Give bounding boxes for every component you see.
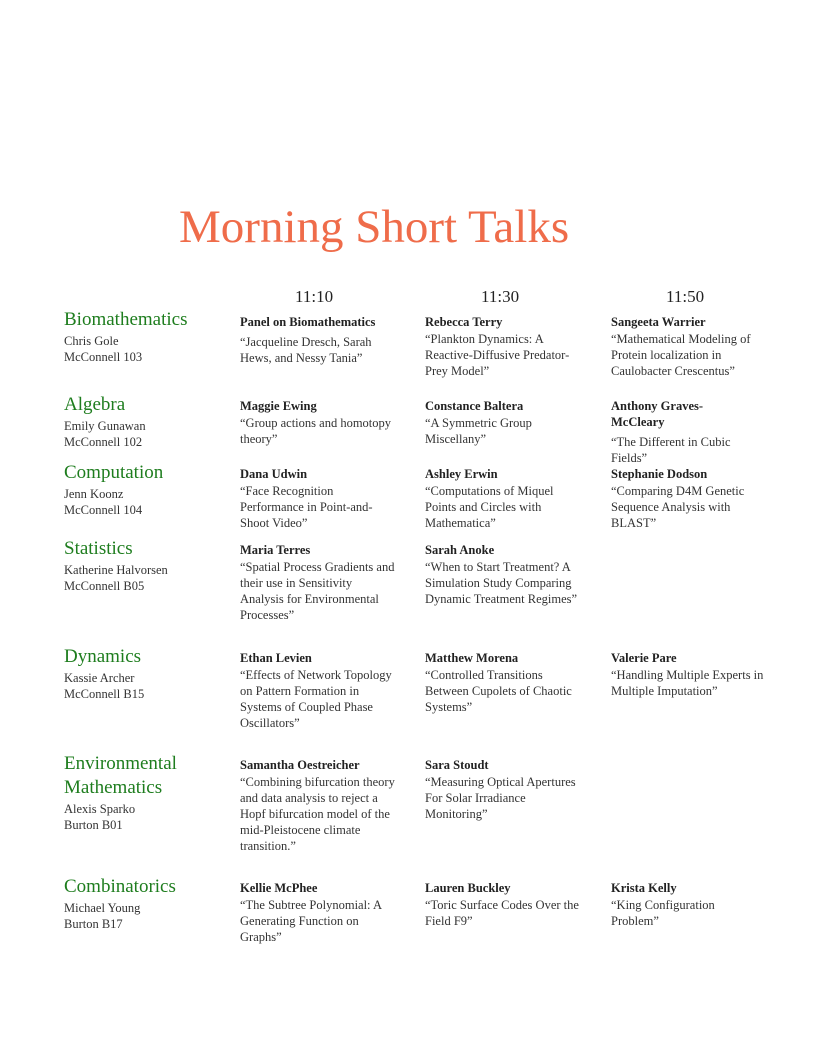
session-name: Statistics — [64, 538, 133, 559]
talk-dynamics-1150 — [611, 650, 769, 699]
session-room: Burton B01 — [64, 818, 123, 832]
talk-computation-1150 — [611, 466, 769, 531]
talk-speaker: Maggie Ewing — [240, 399, 317, 413]
talk-computation-1130 — [425, 466, 583, 531]
talk-statistics-1130 — [425, 542, 583, 607]
talk-environmental-mathematics-1110 — [240, 757, 398, 854]
session-chair: Kassie Archer — [64, 671, 135, 685]
talk-speaker: Ashley Erwin — [425, 467, 498, 481]
session-room: McConnell B15 — [64, 687, 145, 701]
session-chair: Chris Gole — [64, 334, 119, 348]
talk-title: “Face Recognition Performance in Point-and-Shoot Video” — [240, 484, 373, 530]
talk-speaker: Krista Kelly — [611, 881, 677, 895]
session-combinatorics — [64, 875, 239, 932]
session-statistics — [64, 537, 239, 594]
session-room: McConnell 103 — [64, 350, 143, 364]
talk-title: “Measuring Optical Apertures For Solar Irradiance Monitoring” — [425, 775, 576, 821]
session-name: Algebra — [64, 394, 126, 415]
talk-title: “Toric Surface Codes Over the Field F9” — [425, 898, 579, 928]
session-biomathematics — [64, 308, 239, 365]
time-header-1130: 11:30 — [481, 287, 520, 306]
talk-title: “Handling Multiple Experts in Multiple Imputation” — [611, 668, 764, 698]
talk-title: “Spatial Process Gradients and their use in Sensitivity Analysis for Environmental Processes” — [240, 560, 395, 622]
session-name: Combinatorics — [64, 876, 176, 897]
talk-speaker: Sara Stoudt — [425, 758, 489, 772]
session-computation — [64, 461, 239, 518]
talk-title: “Combining bifurcation theory and data analysis to reject a Hopf bifurcation model of the mid-Pleistocene climate transition.” — [240, 775, 395, 853]
session-chair: Emily Gunawan — [64, 419, 146, 433]
talk-speaker: Stephanie Dodson — [611, 467, 708, 481]
talk-dynamics-1110 — [240, 650, 398, 731]
talk-speaker: Lauren Buckley — [425, 881, 511, 895]
talk-speaker: Samantha Oestreicher — [240, 758, 360, 772]
talk-dynamics-1130 — [425, 650, 583, 715]
time-header-1150: 11:50 — [666, 287, 705, 306]
talk-speaker: Sarah Anoke — [425, 543, 495, 557]
talk-title: “Computations of Miquel Points and Circles with Mathematica” — [425, 484, 554, 530]
talk-title: “Mathematical Modeling of Protein localization in Caulobacter Crescentus” — [611, 332, 751, 378]
talk-title: “Controlled Transitions Between Cupolets of Chaotic Systems” — [425, 668, 572, 714]
session-algebra — [64, 393, 239, 450]
talk-algebra-1150 — [611, 398, 741, 466]
session-chair: Katherine Halvorsen — [64, 563, 168, 577]
session-name: Computation — [64, 462, 164, 483]
talk-title: “Jacqueline Dresch, Sarah Hews, and Nessy Tania” — [240, 335, 372, 365]
talk-speaker: Anthony Graves-McCleary — [611, 399, 704, 429]
talk-algebra-1130 — [425, 398, 583, 447]
talk-title: “The Different in Cubic Fields” — [611, 435, 731, 465]
session-name: Dynamics — [64, 646, 142, 667]
time-header-1110: 11:10 — [295, 287, 334, 306]
talk-combinatorics-1130 — [425, 880, 583, 929]
talk-speaker: Sangeeta Warrier — [611, 315, 706, 329]
talk-title: “Effects of Network Topology on Pattern Formation in Systems of Coupled Phase Oscillators” — [240, 668, 392, 730]
session-chair: Alexis Sparko — [64, 802, 136, 816]
session-room: McConnell 102 — [64, 435, 143, 449]
talk-biomathematics-1150 — [611, 314, 769, 379]
talk-title: “The Subtree Polynomial: A Generating Function on Graphs” — [240, 898, 382, 944]
session-room: McConnell 104 — [64, 503, 143, 517]
talk-speaker: Kellie McPhee — [240, 881, 318, 895]
talk-title: “Comparing D4M Genetic Sequence Analysis with BLAST” — [611, 484, 745, 530]
session-chair: Michael Young — [64, 901, 141, 915]
talk-speaker: Maria Terres — [240, 543, 311, 557]
talk-title: “Plankton Dynamics: A Reactive-Diffusive Predator-Prey Model” — [425, 332, 570, 378]
talk-algebra-1110 — [240, 398, 398, 447]
talk-speaker: Valerie Pare — [611, 651, 677, 665]
session-environmental-mathematics — [64, 752, 214, 833]
talk-environmental-mathematics-1130 — [425, 757, 583, 822]
session-chair: Jenn Koonz — [64, 487, 124, 501]
talk-biomathematics-1130 — [425, 314, 583, 379]
session-room: Burton B17 — [64, 917, 123, 931]
talk-speaker: Dana Udwin — [240, 467, 308, 481]
talk-computation-1110 — [240, 466, 398, 531]
talk-biomathematics-1110 — [240, 314, 380, 366]
session-room: McConnell B05 — [64, 579, 145, 593]
talk-speaker: Panel on Biomathematics — [240, 315, 376, 329]
talk-speaker: Matthew Morena — [425, 651, 519, 665]
talk-combinatorics-1110 — [240, 880, 398, 945]
page-title: Morning Short Talks — [179, 201, 570, 253]
talk-combinatorics-1150 — [611, 880, 741, 929]
talk-title: “Group actions and homotopy theory” — [240, 416, 392, 446]
talk-title: “A Symmetric Group Miscellany” — [425, 416, 532, 446]
talk-title: “When to Start Treatment? A Simulation Study Comparing Dynamic Treatment Regimes” — [425, 560, 578, 606]
talk-title: “King Configuration Problem” — [611, 898, 715, 928]
talk-statistics-1110 — [240, 542, 398, 623]
talk-speaker: Constance Baltera — [425, 399, 524, 413]
session-name: Biomathematics — [64, 309, 188, 330]
talk-speaker: Ethan Levien — [240, 651, 312, 665]
session-name: Environmental Mathematics — [64, 753, 177, 798]
talk-speaker: Rebecca Terry — [425, 315, 503, 329]
session-dynamics — [64, 645, 239, 702]
